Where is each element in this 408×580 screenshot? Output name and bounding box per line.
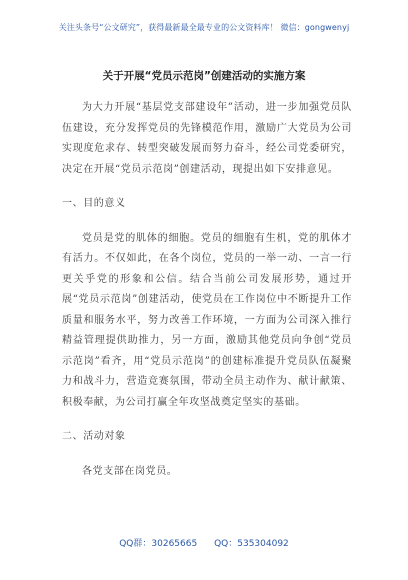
target-paragraph: 各党支部在岗党员。 [82, 465, 178, 477]
intro-paragraph: 为大力开展“基层党支部建设年”活动，进一步加强党员队伍建设，充分发挥党员的先锋模范作用，激励广大党员为公司实现度危求存、转型突破发展而努力奋斗，经公司党委研究，决定在开展“党员示范岗”创建活动，现提出如下安排意见。 [62, 102, 352, 175]
purpose-paragraph: 党员是党的肌体的细胞。党员的细胞有生机，党的肌体才有活力。不仅如此，在各个岗位，党员的一举一动、一言一行更关乎党的形象和公信。结合当前公司发展形势，通过开展“党员示范岗”创建活动，使党员在工作岗位中不断提升工作质量和服务水平，努力改善工作环境，一方面为公司深入推行精益管理提供助推力，另一方面，激励其他党员向争创“党员示范岗”看齐，用“党员示范岗”的创建标准提升党员队伍凝聚力和战斗力，营造竞赛氛围，带动全员主动作为、献计献策、积极奉献，为公司打赢全年攻坚战奠定坚实的基础。 [62, 232, 352, 408]
section-heading-purpose: 一、目的意义 [62, 198, 126, 209]
document-body [62, 98, 352, 482]
qq-number: QQ：535304092 [214, 539, 289, 549]
footer-contact [0, 536, 408, 549]
qq-group: QQ群：30265665 [119, 539, 198, 549]
section-heading-target: 二、活动对象 [62, 431, 126, 442]
header-note: 关注头条号“公文研究”，获得最新最全最专业的公文资料库！ 微信：gongwenyj [58, 23, 350, 32]
document-title: 关于开展“党员示范岗”创建活动的实施方案 [102, 70, 306, 82]
